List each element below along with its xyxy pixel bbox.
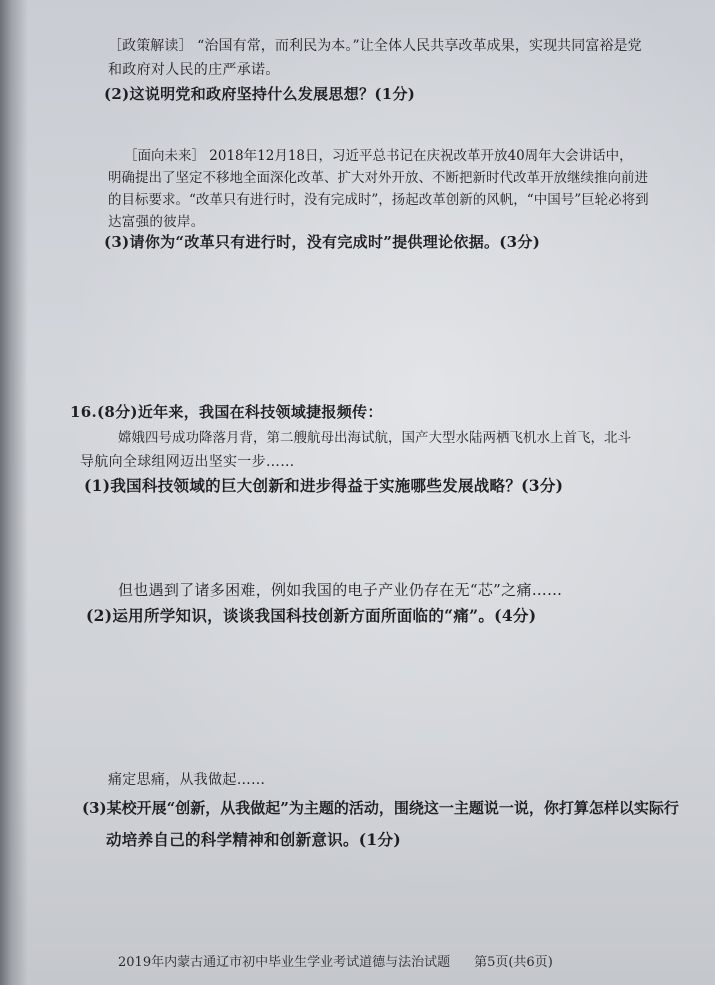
chip-pain-line: 但也遇到了诸多困难，例如我国的电子产业仍存在无“芯”之痛…… — [118, 581, 563, 599]
question-16-3-prompt-line-2: 动培养自己的科学精神和创新意识。(1分) — [106, 830, 401, 849]
policy-reading-line-2: 和政府对人民的庄严承诺。 — [108, 62, 280, 78]
binding-shadow — [0, 0, 28, 985]
future-line-3: 的目标要求。“改革只有进行时，没有完成时”，扬起改革创新的风帆，“中国号”巨轮必将到 — [108, 192, 649, 208]
page-number: 第5页(共6页) — [474, 955, 553, 970]
question-3-prompt: (3)请你为“改革只有进行时，没有完成时”提供理论依据。(3分) — [104, 233, 541, 251]
future-line-1: ［面向未来］ 2018年12月18日，习近平总书记在庆祝改革开放40周年大会讲话中， — [124, 148, 633, 164]
exam-title: 2019年内蒙古通辽市初中毕业生学业考试道德与法治试题 — [118, 955, 451, 970]
page-footer — [118, 954, 553, 972]
question-16-2-prompt: (2)运用所学知识，谈谈我国科技创新方面所面临的“痛”。(4分) — [86, 606, 537, 625]
tech-news-line-2: 导航向全球组网迈出坚实一步…… — [80, 454, 295, 470]
question-16-header: 16.(8分)近年来，我国在科技领域捷报频传： — [70, 403, 383, 421]
question-16-1-prompt: (1)我国科技领域的巨大创新和进步得益于实施哪些发展战略？(3分) — [84, 476, 564, 495]
policy-reading-line-1: ［政策解读］ “治国有常，而利民为本。”让全体人民共享改革成果，实现共同富裕是党 — [108, 38, 642, 54]
tech-news-line-1: 嫦娥四号成功降落月背，第二艘航母出海试航，国产大型水陆两栖飞机水上首飞，北斗 — [118, 430, 631, 446]
question-2-prompt: (2)这说明党和政府坚持什么发展思想？(1分) — [104, 85, 416, 103]
future-line-4: 达富强的彼岸。 — [108, 214, 205, 230]
future-line-2: 明确提出了坚定不移地全面深化改革、扩大对外开放、不断把新时代改革开放继续推向前进 — [108, 170, 648, 186]
question-16-3-prompt-line-1: (3)某校开展“创新，从我做起”为主题的活动，围绕这一主题说一说，你打算怎样以实际行 — [82, 799, 679, 817]
reflection-line: 痛定思痛，从我做起…… — [108, 772, 266, 788]
